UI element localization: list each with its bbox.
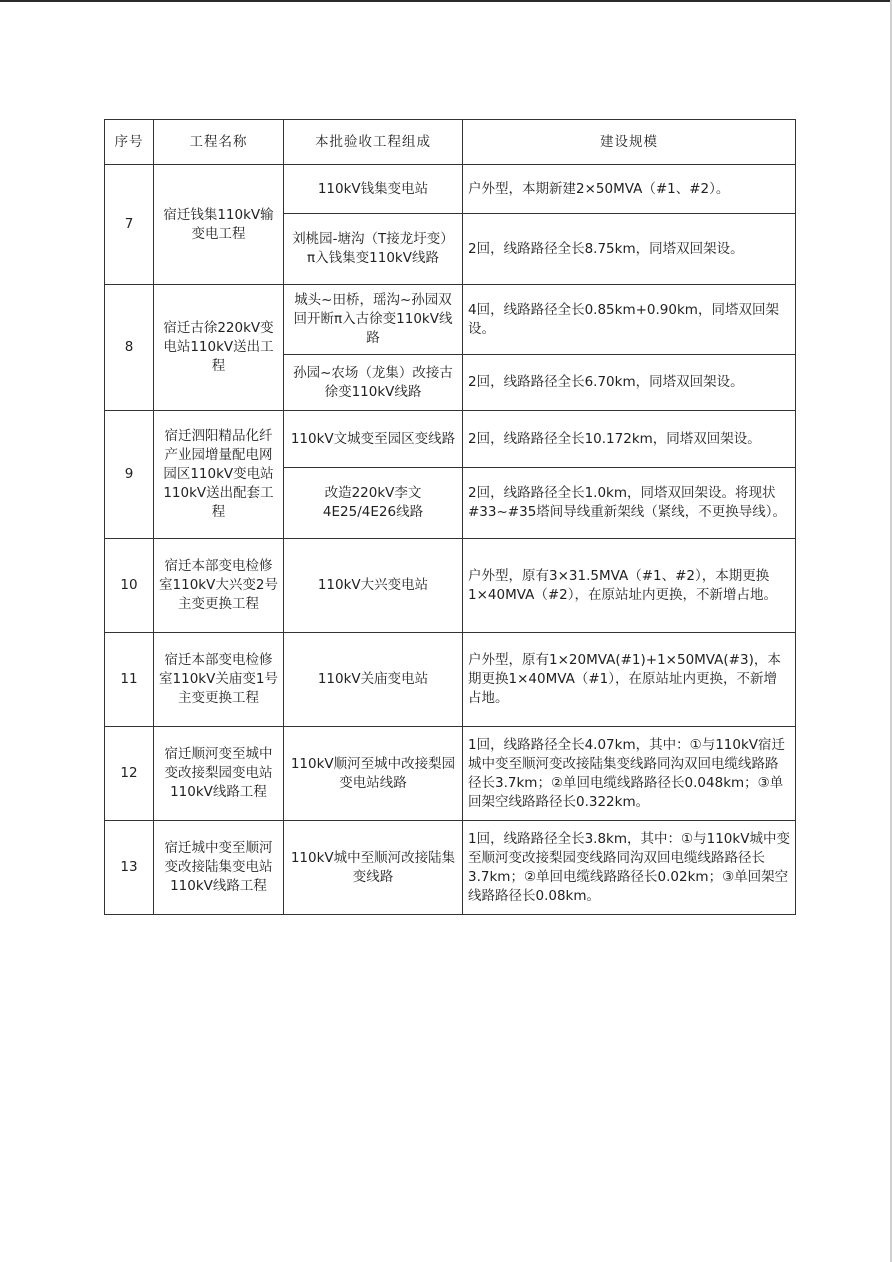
header-components: 本批验收工程组成 xyxy=(284,120,463,165)
table-row xyxy=(105,727,796,821)
component-name: 110kV城中至顺河改接陆集变线路 xyxy=(284,821,463,915)
row-number: 9 xyxy=(105,411,154,539)
table-row xyxy=(105,411,796,468)
construction-scale: 2回，线路路径全长8.75km，同塔双回架设。 xyxy=(463,214,796,285)
construction-scale: 2回，线路路径全长10.172km，同塔双回架设。 xyxy=(463,411,796,468)
row-number: 12 xyxy=(105,727,154,821)
row-number: 13 xyxy=(105,821,154,915)
row-number: 10 xyxy=(105,539,154,633)
header-project-name: 工程名称 xyxy=(154,120,284,165)
row-number: 11 xyxy=(105,633,154,727)
project-name: 宿迁本部变电检修室110kV关庙变1号主变更换工程 xyxy=(154,633,284,727)
component-name: 改造220kV李文4E25/4E26线路 xyxy=(284,468,463,539)
page-top-rule xyxy=(0,0,892,2)
table-row xyxy=(105,821,796,915)
construction-scale: 2回，线路路径全长6.70km，同塔双回架设。 xyxy=(463,355,796,411)
header-scale: 建设规模 xyxy=(463,120,796,165)
table-body xyxy=(105,165,796,915)
table-row xyxy=(105,633,796,727)
project-name: 宿迁钱集110kV输变电工程 xyxy=(154,165,284,285)
component-name: 110kV钱集变电站 xyxy=(284,165,463,214)
construction-scale: 户外型，本期新建2×50MVA（#1、#2）。 xyxy=(463,165,796,214)
table-row xyxy=(105,165,796,214)
table-header-row xyxy=(105,120,796,165)
component-name: 城头~田桥，瑶沟~孙园双回开断π入古徐变110kV线路 xyxy=(284,285,463,355)
component-name: 110kV关庙变电站 xyxy=(284,633,463,727)
construction-scale: 户外型，原有3×31.5MVA（#1、#2），本期更换1×40MVA（#2），在原站址内更换，不新增占地。 xyxy=(463,539,796,633)
component-name: 110kV大兴变电站 xyxy=(284,539,463,633)
project-name: 宿迁本部变电检修室110kV大兴变2号主变更换工程 xyxy=(154,539,284,633)
component-name: 110kV顺河至城中改接梨园变电站线路 xyxy=(284,727,463,821)
construction-scale: 1回，线路路径全长3.8km，其中：①与110kV城中变至顺河变改接梨园变线路同沟双回电缆线路路径长3.7km；②单回电缆线路路径长0.02km；③单回架空线路路径长0.08km。 xyxy=(463,821,796,915)
row-number: 7 xyxy=(105,165,154,285)
table-row xyxy=(105,285,796,355)
component-name: 孙园~农场（龙集）改接古徐变110kV线路 xyxy=(284,355,463,411)
project-name: 宿迁城中变至顺河变改接陆集变电站110kV线路工程 xyxy=(154,821,284,915)
project-name: 宿迁古徐220kV变电站110kV送出工程 xyxy=(154,285,284,411)
project-table xyxy=(104,119,796,915)
construction-scale: 户外型，原有1×20MVA(#1)+1×50MVA(#3)，本期更换1×40MVA（#1），在原站址内更换，不新增占地。 xyxy=(463,633,796,727)
component-name: 刘桃园-塘沟（T接龙圩变）π入钱集变110kV线路 xyxy=(284,214,463,285)
construction-scale: 1回，线路路径全长4.07km，其中：①与110kV宿迁城中变至顺河变改接陆集变线路同沟双回电缆线路路径长3.7km；②单回电缆线路路径长0.048km；③单回架空线路路径长0.322km。 xyxy=(463,727,796,821)
project-name: 宿迁顺河变至城中变改接梨园变电站110kV线路工程 xyxy=(154,727,284,821)
row-number: 8 xyxy=(105,285,154,411)
table-row xyxy=(105,539,796,633)
construction-scale: 4回，线路路径全长0.85km+0.90km，同塔双回架设。 xyxy=(463,285,796,355)
project-name: 宿迁泗阳精品化纤产业园增量配电网园区110kV变电站110kV送出配套工程 xyxy=(154,411,284,539)
header-seq: 序号 xyxy=(105,120,154,165)
construction-scale: 2回，线路路径全长1.0km，同塔双回架设。将现状#33~#35塔间导线重新架线（紧线，不更换导线）。 xyxy=(463,468,796,539)
component-name: 110kV文城变至园区变线路 xyxy=(284,411,463,468)
